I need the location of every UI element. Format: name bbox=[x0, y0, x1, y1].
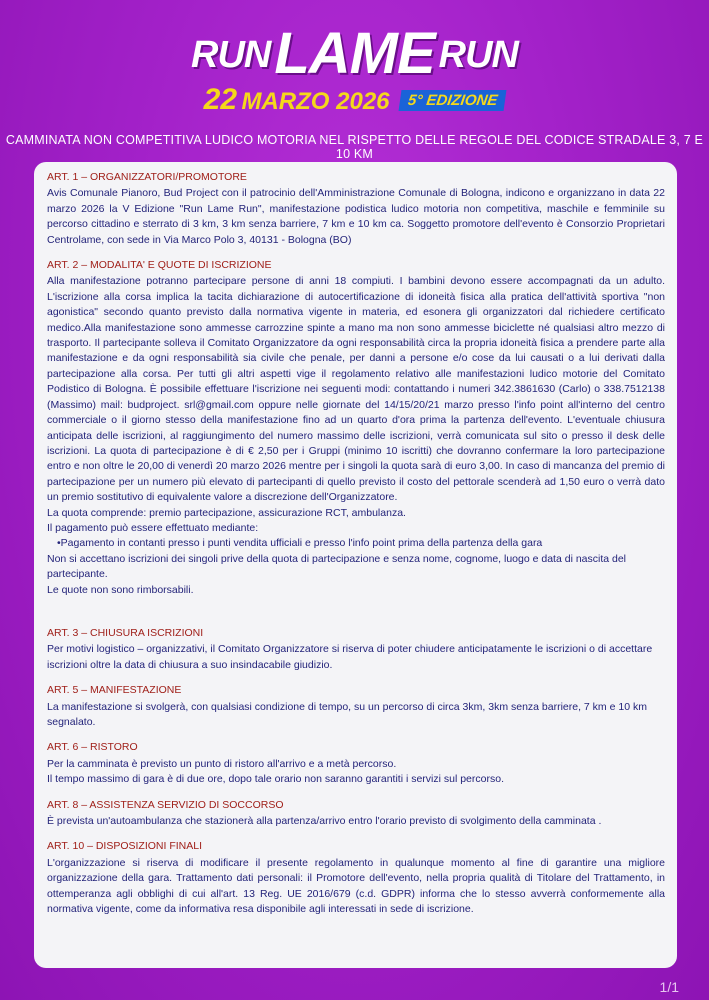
regulation-document bbox=[34, 162, 677, 968]
article-text: L'organizzazione si riserva di modificare il presente regolamento in qualunque momento al fine di garantire una migliore organizzazione della gara. Trattamento dati personali: il Promotore dell'evento, nella propria qualità di Titolare del Trattamento, in ottemperanza agli obblighi di cui all'art. 13 Reg. UE 2016/679 (c.d. GDPR) informa che lo stesso avverrà conformemente alla normativa vigente, come da informativa resa disponibile agli interessati in sede di iscrizione. bbox=[47, 856, 665, 916]
event-header bbox=[0, 0, 709, 160]
article-title: ART. 2 – MODALITA' E QUOTE DI ISCRIZIONE bbox=[47, 259, 272, 272]
article-title: ART. 3 – CHIUSURA ISCRIZIONI bbox=[47, 626, 204, 639]
article-title: ART. 1 – ORGANIZZATORI/PROMOTORE bbox=[47, 171, 247, 183]
logo-run-right: RUN bbox=[438, 34, 518, 76]
payment-bullet: •Pagamento in contanti presso i punti vendita ufficiali e presso l'info point prima della partenza della gara bbox=[57, 537, 543, 550]
article-text: Avis Comunale Pianoro, Bud Project con il patrocinio dell'Amministrazione Comunale di Bologna, indicono e organizzano in data 22 marzo 2026 la V Edizione "Run Lame Run", manifestazione podistica ludico motoria non competitiva, maschile e femminile su percorso cittadino e sterrato di 3 km, 3 km senza barriere, 7 km e 10 km ca. Soggetto promotore dell'evento è Consorzio Proprietari Centrolame, con sede in Via Marco Polo 3, 40131 - Bologna (BO) bbox=[47, 187, 665, 246]
edition-badge: 5° EDIZIONE bbox=[399, 90, 507, 111]
article-title: ART. 10 – DISPOSIZIONI FINALI bbox=[47, 840, 203, 853]
article-text: Alla manifestazione potranno partecipare persone di anni 18 compiuti. I bambini devono essere accompagnati da un adulto. L'iscrizione alla corsa implica la tacita dichiarazione di autocertificazione di idoneità fisica alla pratica dell'attività sportiva "non agonistica" secondo quanto previsto dalla normativa vigente in materia, ed esonera gli organizzatori dal richiedere certificato medico.Alla manifestazione sono ammesse carrozzine spinte a mano ma non sono ammesse biciclette né qualsiasi altro mezzo di trasporto. Il partecipante solleva il Comitato Organizzatore da ogni responsabilità circa la propria idoneità fisica a prendere parte alla manifestazione e da ogni responsabilità sia civile che penale, per danni a persone e/o cose da lui causati o a lui derivati dalla partecipazione alla corsa. Per tutti gli altri aspetti vige il regolamento relativo alle manifestazioni ludico motorie del Comitato Podistico di Bologna. È possibile effettuare l'iscrizione nei seguenti modi: contattando i numeri 342.3861630 (Carlo) o 338.7512138 (Massimo) mail: budproject. srl@gmail.com oppure nelle giornate del 14/15/20/21 marzo presso l'info point all'interno del centro commerciale o il giorno stesso della manifestazione fino ad un quarto d'ora prima la partenza dell'evento. L'eventuale chiusura anticipata delle iscrizioni, al raggiungimento del numero massimo delle iscrizioni, verrà comunicata sul sito o presso il desk delle iscrizioni. La quota di partecipazione è di € 2,50 per i Gruppi (minimo 10 iscritti) che dovranno confermare la loro partecipazione entro e non oltre le 20,00 di venerdì 20 marzo 2026 mentre per i singoli la quota sarà di euro 3,00. In caso di mancanza del premio di partecipazione per un numero più elevato di partecipanti di quello previsto il costo del pettorale scenderà ad 1,50 euro o verrà dato un premio sostitutivo di equivalente valore a discrezione dell'Organizzatore. bbox=[47, 275, 665, 504]
spacer bbox=[47, 608, 665, 626]
article-5 bbox=[47, 683, 665, 730]
article-title: ART. 6 – RISTORO bbox=[47, 741, 138, 754]
article-text: Non si accettano iscrizioni dei singoli prive della quota di partecipazione e senza nome, cognome, luogo e data di nascita del partecipante. bbox=[47, 552, 627, 581]
article-text: Il tempo massimo di gara è di due ore, dopo tale orario non saranno garantiti i servizi sul percorso. bbox=[47, 773, 504, 786]
article-text: Per la camminata è previsto un punto di ristoro all'arrivo e a metà percorso. bbox=[47, 757, 397, 770]
article-3 bbox=[47, 626, 665, 673]
article-title: ART. 8 – ASSISTENZA SERVIZIO DI SOCCORSO bbox=[47, 798, 284, 811]
article-10 bbox=[47, 839, 665, 917]
article-title: ART. 5 – MANIFESTAZIONE bbox=[47, 684, 182, 697]
article-text: La manifestazione si svolgerà, con qualsiasi condizione di tempo, su un percorso di circa 3km, 3km senza barriere, 7 km e 10 km segnalato. bbox=[47, 700, 647, 728]
event-date bbox=[0, 83, 709, 117]
logo-lame: LAME bbox=[274, 21, 435, 86]
logo-run-left: RUN bbox=[191, 34, 271, 76]
article-text: È prevista un'autoambulanza che stazionerà alla partenza/arrivo entro l'orario previsto di svolgimento della camminata . bbox=[47, 815, 602, 828]
article-text: Il pagamento può essere effettuato mediante: bbox=[47, 521, 259, 534]
page-indicator: 1/1 bbox=[659, 979, 679, 995]
article-1 bbox=[47, 170, 665, 248]
article-text: Per motivi logistico – organizzativi, il Comitato Organizzatore si riserva di poter chiudere anticipatamente le iscrizioni o di accettare iscrizioni oltre la data di chiusura a suo insindacabile giudizio. bbox=[47, 643, 653, 671]
event-subtitle: CAMMINATA NON COMPETITIVA LUDICO MOTORIA NEL RISPETTO DELLE REGOLE DEL CODICE STRADALE 3, 7 E 10 KM bbox=[5, 133, 704, 161]
article-8 bbox=[47, 798, 665, 830]
event-month-year: MARZO 2026 bbox=[241, 88, 390, 115]
article-6 bbox=[47, 740, 665, 787]
event-logo bbox=[0, 20, 709, 87]
article-text: La quota comprende: premio partecipazione, assicurazione RCT, ambulanza. bbox=[47, 506, 406, 519]
article-2 bbox=[47, 258, 665, 598]
article-text: Le quote non sono rimborsabili. bbox=[47, 583, 194, 596]
event-day: 22 bbox=[203, 83, 238, 116]
